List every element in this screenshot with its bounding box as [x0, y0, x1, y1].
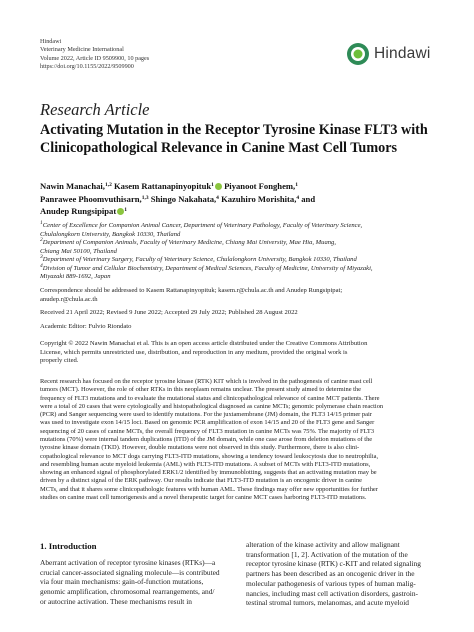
copyright-line: Copyright © 2022 Nawin Manachai et al. This is an open access article distributed under the Creative Commons Attribution: [40, 340, 368, 347]
author-name[interactable]: Kasem Rattanapinyopituk: [113, 181, 212, 191]
journal-publisher: Hindawi: [40, 38, 62, 45]
abstract-line: and resembling human acute myeloid leukemia (AML) with FLT3-ITD mutations. A subset of MCTs with FLT3-ITD mutations,: [40, 460, 371, 468]
affiliation-text: Division of Tumor and Cellular Biochemistry, Department of Medical Sciences, Faculty of Medicine, University of Miyazaki,: [42, 264, 373, 272]
journal-meta: [40, 38, 149, 71]
abstract: [40, 378, 438, 502]
author-name[interactable]: Kazuhiro Morishita,: [221, 193, 297, 204]
journal-volume: Volume 2022, Article ID 9509900, 10 pages: [40, 54, 150, 62]
copyright: [40, 340, 440, 366]
affiliation-sup: 1,2: [104, 182, 112, 188]
affiliation-number: 3: [40, 254, 43, 260]
body-line: partners has been described as an oncogenic driver in the: [246, 569, 415, 579]
abstract-line: tyrosine kinase domain (TKD). However, double mutations were not observed in this study. Furthermore, there is also clini-: [40, 444, 360, 452]
abstract-line: driven by a distinct signal of the ERK pathway. Our results indicate that FLT3-ITD mutation is an oncogenic driver in canine: [40, 477, 363, 485]
academic-editor: [40, 323, 440, 332]
body-line: molecular pathogenesis of various types of human malig-: [246, 578, 416, 588]
affiliation-sup: 1: [211, 182, 214, 188]
abstract-line: sequencing of 20 cases of canine MCTs, the overall frequency of FLT3 mutation in canine MCTs was 75%. The majority of FLT3: [40, 427, 375, 435]
abstract-line: tumors (MCT). However, the role of other RTKs in this neoplasm remains unclear. The present study aimed to determine the: [40, 386, 362, 394]
affiliation-number: 1: [40, 220, 43, 226]
hindawi-logo: [346, 42, 431, 66]
abstract-line: showing an enhanced signal of phosphorylated ERK1/2 identified by immunoblotting, suggests that an activating mutation may be: [40, 469, 377, 477]
author-line: [40, 193, 460, 206]
body-line: genomic amplification, chromosomal rearrangements, and/: [40, 587, 215, 597]
abstract-line: were a total of 20 cases that were cytologically and histopathological diagnosed as canine MCTs; genomic polymerase chain reaction: [40, 402, 384, 410]
author-conjunction: and: [299, 193, 316, 204]
orcid-icon[interactable]: [215, 183, 222, 190]
affiliation-sup: 1,3: [141, 194, 149, 201]
author-name[interactable]: Shingo Nakahata,: [150, 193, 217, 204]
affiliation-line: [40, 239, 460, 248]
abstract-line: (PCR) and Sanger sequencing were used to identify mutations. For the juxtamembrane (JM) domain, the FLT3 14/15 primer pair: [40, 411, 372, 419]
affiliation-sup: 1: [295, 182, 298, 188]
author-name[interactable]: Anudep Rungsipipat: [40, 206, 117, 217]
affiliation-text: Department of Veterinary Surgery, Faculty of Veterinary Science, Chulalongkorn University, Bangkok 10330, Thailand: [42, 256, 357, 263]
affiliations: [40, 222, 460, 282]
author-line: [40, 180, 460, 193]
article-title: [40, 122, 440, 157]
abstract-line: MCTs, and that it shares some clinicopathologic features with human AML. These findings may offer new opportunities for further: [40, 485, 378, 493]
intro-left-column: [40, 558, 235, 607]
affiliation-number: 4: [40, 262, 43, 269]
journal-name: Veterinary Medicine International: [40, 46, 124, 54]
affiliation-text: Center of Excellence for Companion Animal Cancer, Department of Veterinary Pathology, Faculty of Veterinary Science,: [42, 222, 363, 229]
abstract-line: Recent research has focused on the receptor tyrosine kinase (RTK) KIT which is involved in the pathogenesis of canine mast cell: [40, 378, 373, 385]
abstract-line: studies on canine mast cell tumorigenesis and a novel therapeutic target for canine MCT cases harboring FLT3-ITD mutations.: [40, 493, 367, 501]
affiliation-text: Department of Companion Animals, Faculty of Veterinary Medicine, Chiang Mai University, Mae Hia, Muang,: [42, 239, 337, 246]
section-heading: 1. Introduction: [40, 541, 97, 551]
correspondence: [40, 287, 440, 304]
dates-line: Received 21 April 2022; Revised 9 June 2022; Accepted 29 July 2022; Published 28 August 2022: [40, 309, 298, 316]
affiliation-text: Miyazaki 889-1692, Japan: [40, 273, 111, 280]
article-dates: [40, 309, 440, 318]
affiliation-sup: 1: [124, 207, 127, 214]
affiliation-line: [40, 256, 460, 265]
abstract-line: copathological relevance to MCT dogs carrying FLT3-ITD mutations, showing a tendency toward leukocytosis due to neutrophilia,: [40, 452, 379, 460]
body-line: Aberrant activation of receptor tyrosine kinases (RTKs)—a: [40, 558, 216, 567]
affiliation-text: Chulalongkorn University, Bangkok 10330, Thailand: [40, 230, 181, 238]
affiliation-sup: 4: [216, 194, 219, 201]
affiliation-line: [40, 248, 460, 257]
abstract-line: was used to investigate exon 14/15 loci. Based on genomic PCR amplification of exon 14/15 and 20 of the FLT3 gene and Sanger: [40, 419, 375, 427]
body-line: nancies, including mast cell activation disorders, gastroin-: [246, 588, 418, 598]
body-line: via four main mechanisms: gain-of-function mutations,: [40, 577, 204, 587]
affiliation-sup: 4: [296, 194, 300, 201]
correspondence-line[interactable]: anudep.r@chula.ac.th: [40, 295, 98, 303]
author-name[interactable]: Nawin Manachai,: [40, 181, 105, 191]
affiliation-line: [40, 231, 460, 240]
abstract-line: mutations (70%) were internal tandem duplications (ITD) of the JM domain, while one case arose from deletion mutations of the: [40, 435, 373, 443]
affiliation-text: Chiang Mai 50100, Thailand: [40, 247, 117, 255]
body-line: testinal stromal tumors, melanomas, and acute myeloid: [246, 598, 409, 608]
copyright-line: properly cited.: [40, 357, 79, 364]
body-line: receptor tyrosine kinase (RTK) c-KIT and related signaling: [246, 559, 421, 569]
body-line: crucial cancer-associated signaling molecule—is contributed: [40, 567, 220, 577]
copyright-line: License, which permits unrestricted use, distribution, and reproduction in any medium, provided the original work is: [40, 348, 348, 356]
editor-line: Academic Editor: Fulvio Riondato: [40, 323, 132, 330]
title-line: Clinicopathological Relevance in Canine Mast Cell Tumors: [40, 139, 398, 156]
author-name[interactable]: Piyanoot Fonghem,: [224, 181, 296, 191]
author-list: [40, 180, 460, 218]
author-name[interactable]: Panrawee Phoomvuthisarn,: [40, 193, 142, 204]
title-line: Activating Mutation in the Receptor Tyrosine Kinase FLT3 with: [40, 122, 428, 138]
author-line: [40, 205, 460, 218]
affiliation-line: [40, 273, 460, 282]
correspondence-line[interactable]: Correspondence should be addressed to Kasem Rattanapinyopituk; kasem.r@chula.ac.th and Anudep Rungsipipat;: [40, 287, 343, 294]
affiliation-number: 2: [40, 237, 43, 243]
journal-doi-link[interactable]: https://doi.org/10.1155/2022/9509900: [40, 62, 134, 70]
body-line: or autocrine activation. These mechanisms result in: [40, 596, 192, 606]
body-line: alteration of the kinase activity and allow malignant: [246, 540, 400, 549]
affiliation-line: [40, 222, 460, 231]
affiliation-line: [40, 262, 460, 274]
article-type: Research Article: [40, 100, 150, 119]
abstract-line: frequency of FLT3 mutations and to evaluate the mutational status and clinicopathological relevance of canine MCT patients. There: [40, 394, 380, 402]
intro-right-column: [246, 540, 442, 608]
body-line: transformation [1, 2]. Activation of the mutation of the: [246, 549, 408, 559]
hindawi-logo-icon: [346, 42, 370, 66]
logo-text: Hindawi: [374, 45, 431, 62]
